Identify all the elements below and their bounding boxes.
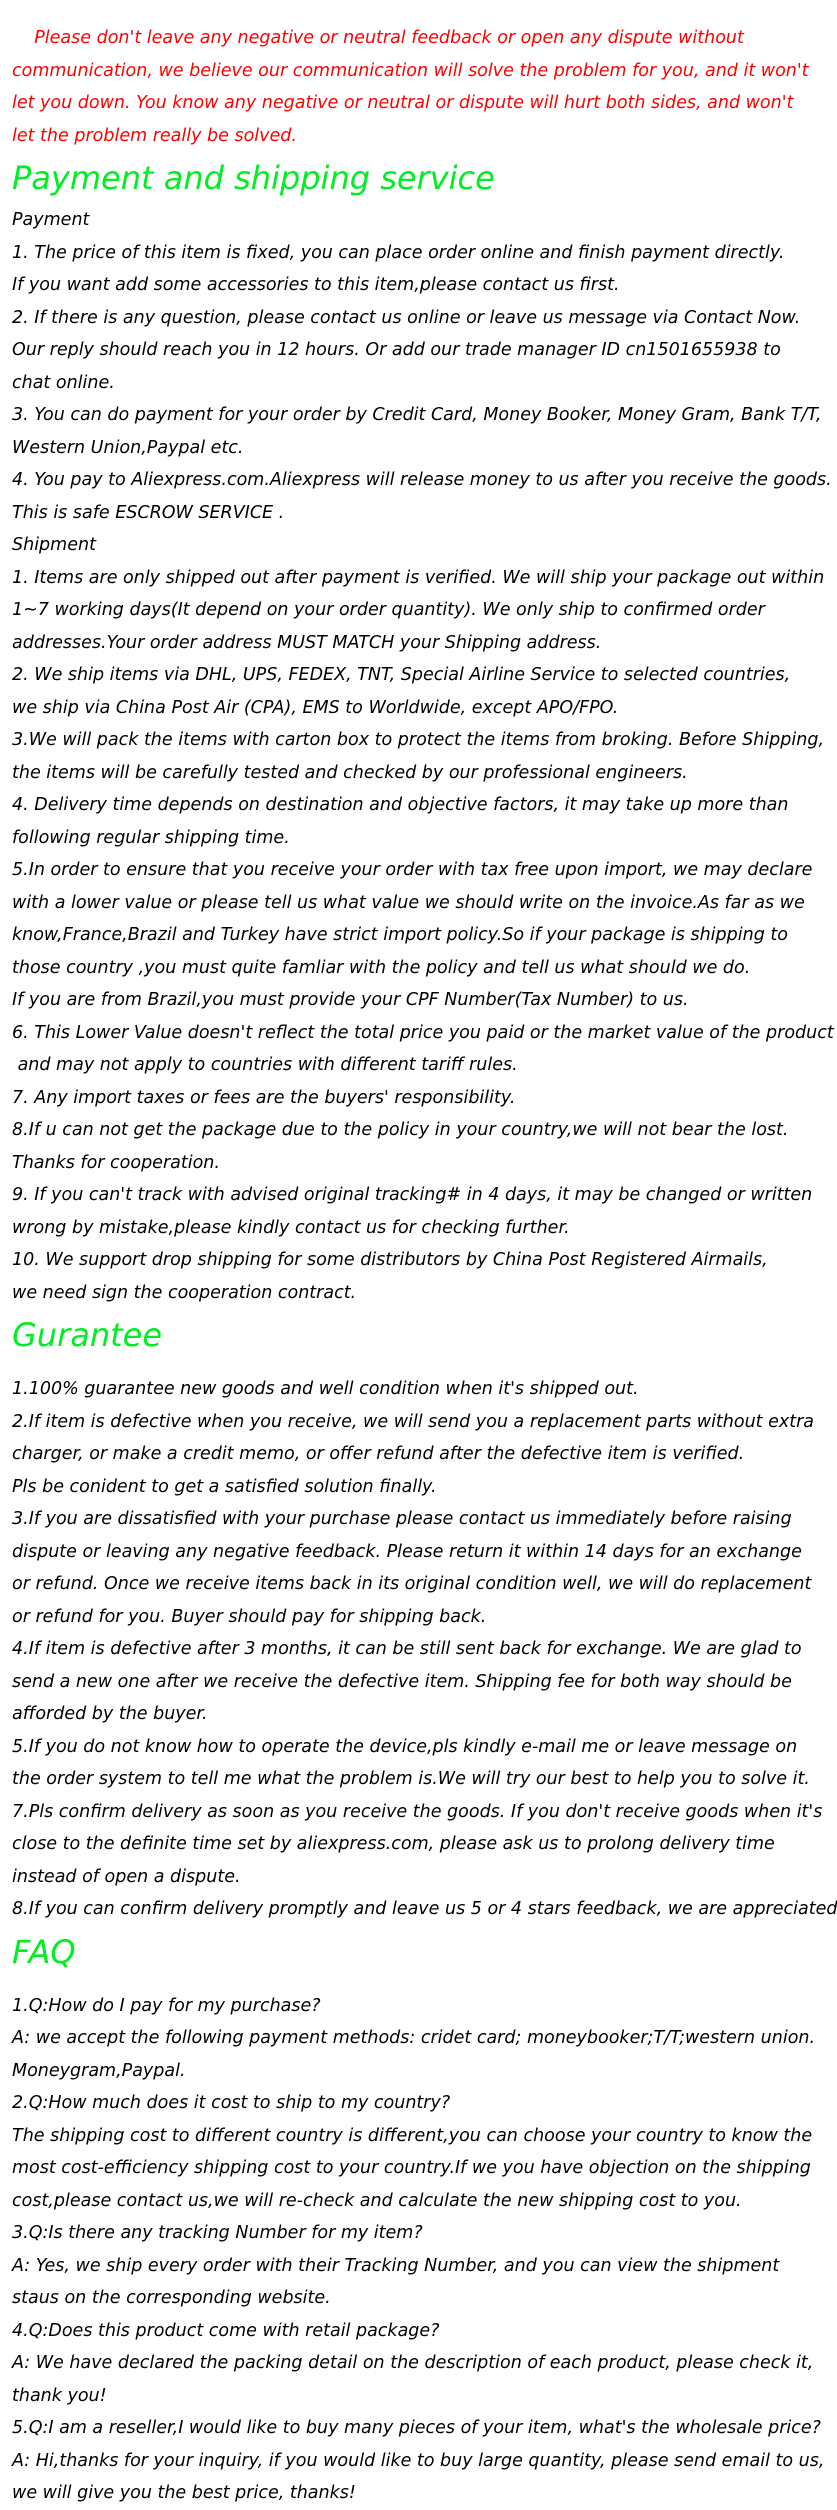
body-line: with a lower value or please tell us what value we should write on the invoice.As far as we	[12, 892, 805, 913]
body-line: 8.If u can not get the package due to the policy in your country,we will not bear the lost.	[12, 1120, 789, 1140]
notice-line: communication, we believe our communication will solve the problem for you, and it won't	[12, 60, 809, 81]
body-line: 4.Q:Does this product come with retail package?	[12, 2320, 440, 2341]
section-heading: Payment and shipping service	[12, 159, 495, 197]
body-line: thank you!	[12, 2385, 107, 2406]
body-line: the order system to tell me what the problem is.We will try our best to help you to solve it.	[12, 1769, 810, 1789]
body-line: 1.Q:How do I pay for my purchase?	[12, 1995, 321, 2016]
section-payment-and-shipping-service	[12, 152, 834, 1309]
body-line: Payment	[12, 210, 90, 230]
body-line: we need sign the cooperation contract.	[12, 1282, 357, 1303]
body-line: instead of open a dispute.	[12, 1866, 241, 1887]
body-line: 3.Q:Is there any tracking Number for my item?	[12, 2223, 423, 2243]
body-line: or refund for you. Buyer should pay for shipping back.	[12, 1606, 487, 1627]
body-line: A: We have declared the packing detail on the description of each product, please check it,	[12, 2353, 814, 2373]
body-line: most cost-efficiency shipping cost to your country.If we you have objection on the shipping	[12, 2158, 811, 2178]
body-line: Our reply should reach you in 12 hours. Or add our trade manager ID cn1501655938 to	[12, 340, 781, 360]
body-line: wrong by mistake,please kindly contact us for checking further.	[12, 1217, 570, 1238]
body-line: cost,please contact us,we will re-check and calculate the new shipping cost to you.	[12, 2190, 742, 2211]
body-line: dispute or leaving any negative feedback. Please return it within 14 days for an exchange	[12, 1541, 802, 1562]
body-line: This is safe ESCROW SERVICE .	[12, 502, 285, 523]
notice-line: let the problem really be solved.	[12, 125, 297, 146]
body-line: those country ,you must quite famliar with the policy and tell us what should we do.	[12, 957, 751, 978]
body-line: close to the definite time set by aliexpress.com, please ask us to prolong delivery time	[12, 1834, 775, 1854]
section-heading: FAQ	[12, 1932, 76, 1971]
body-line: Thanks for cooperation.	[12, 1152, 220, 1173]
body-line: 3.We will pack the items with carton box to protect the items from broking. Before Shipping,	[12, 730, 825, 750]
body-line: following regular shipping time.	[12, 827, 290, 848]
body-line: 5.In order to ensure that you receive your order with tax free upon import, we may declare	[12, 860, 813, 880]
body-line: afforded by the buyer.	[12, 1704, 208, 1724]
body-line: 7.Pls confirm delivery as soon as you receive the goods. If you don't receive goods when it's	[12, 1801, 823, 1822]
body-line: Moneygram,Paypal.	[12, 2060, 186, 2081]
feedback-notice	[12, 22, 809, 152]
section-gurantee	[12, 1309, 837, 1926]
notice-line: Please don't leave any negative or neutral feedback or open any dispute without	[12, 28, 744, 48]
body-line: 6. This Lower Value doesn't reflect the total price you paid or the market value of the product	[12, 1022, 834, 1043]
body-line: 1~7 working days(It depend on your order quantity). We only ship to confirmed order	[12, 600, 765, 620]
body-line: If you are from Brazil,you must provide your CPF Number(Tax Number) to us.	[12, 990, 689, 1010]
notice-line: let you down. You know any negative or neutral or dispute will hurt both sides, and won't	[12, 93, 794, 113]
body-line: 2. If there is any question, please contact us online or leave us message via Contact Now.	[12, 307, 801, 328]
body-line: 4. Delivery time depends on destination and objective factors, it may take up more than	[12, 795, 789, 815]
body-line: 3. You can do payment for your order by Credit Card, Money Booker, Money Gram, Bank T/T,	[12, 405, 822, 425]
body-line: 1. The price of this item is fixed, you can place order online and finish payment directly.	[12, 242, 785, 263]
body-line: 2.Q:How much does it cost to ship to my country?	[12, 2093, 451, 2113]
body-line: 9. If you can't track with advised original tracking# in 4 days, it may be changed or written	[12, 1185, 813, 1205]
body-line: 2.If item is defective when you receive, we will send you a replacement parts without extra	[12, 1411, 815, 1432]
body-line: 8.If you can confirm delivery promptly and leave us 5 or 4 stars feedback, we are appreciated	[12, 1899, 837, 1919]
section-faq	[12, 1926, 825, 2510]
body-line: we will give you the best price, thanks!	[12, 2483, 356, 2503]
policy-sections	[12, 152, 837, 2510]
body-line: send a new one after we receive the defective item. Shipping fee for both way should be	[12, 1671, 792, 1692]
body-line: addresses.Your order address MUST MATCH your Shipping address.	[12, 632, 602, 653]
body-line: and may not apply to countries with different tariff rules.	[12, 1055, 518, 1075]
spacer	[12, 1361, 750, 1373]
body-line: chat online.	[12, 372, 115, 393]
body-line: staus on the corresponding website.	[12, 2288, 331, 2308]
body-line: we ship via China Post Air (CPA), EMS to Worldwide, except APO/FPO.	[12, 697, 619, 718]
body-line: 2. We ship items via DHL, UPS, FEDEX, TNT, Special Airline Service to selected countries,	[12, 665, 791, 685]
body-line: 4. You pay to Aliexpress.com.Aliexpress will release money to us after you receive the goods.	[12, 470, 832, 490]
body-line: Western Union,Paypal etc.	[12, 437, 244, 458]
body-line: 10. We support drop shipping for some distributors by China Post Registered Airmails,	[12, 1250, 768, 1270]
body-line: 1. Items are only shipped out after payment is verified. We will ship your package out within	[12, 567, 825, 588]
body-line: Shipment	[12, 535, 96, 555]
body-line: 3.If you are dissatisfied with your purchase please contact us immediately before raising	[12, 1509, 792, 1529]
body-line: Pls be conident to get a satisfied solution finally.	[12, 1476, 437, 1497]
body-line: The shipping cost to different country is different,you can choose your country to know the	[12, 2125, 813, 2146]
body-line: or refund. Once we receive items back in its original condition well, we will do replacement	[12, 1574, 812, 1594]
body-line: charger, or make a credit memo, or offer refund after the defective item is verified.	[12, 1444, 745, 1464]
body-line: 5.If you do not know how to operate the device,pls kindly e-mail me or leave message on	[12, 1736, 798, 1757]
body-line: A: we accept the following payment methods: cridet card; moneybooker;T/T;western union.	[12, 2028, 816, 2048]
body-line: the items will be carefully tested and checked by our professional engineers.	[12, 762, 688, 783]
body-line: 1.100% guarantee new goods and well condition when it's shipped out.	[12, 1379, 639, 1399]
section-heading: Gurantee	[12, 1316, 163, 1354]
body-line: 4.If item is defective after 3 months, it can be still sent back for exchange. We are glad to	[12, 1639, 802, 1659]
body-line: know,France,Brazil and Turkey have strict import policy.So if your package is shipping to	[12, 925, 788, 945]
spacer	[12, 1978, 750, 1990]
body-line: 7. Any import taxes or fees are the buyers' responsibility.	[12, 1087, 516, 1108]
body-line: A: Yes, we ship every order with their Tracking Number, and you can view the shipment	[12, 2255, 780, 2276]
body-line: If you want add some accessories to this item,please contact us first.	[12, 275, 620, 295]
body-line: 5.Q:I am a reseller,I would like to buy many pieces of your item, what's the wholesale price?	[12, 2418, 821, 2438]
body-line: A: Hi,thanks for your inquiry, if you would like to buy large quantity, please send email to us,	[12, 2450, 825, 2471]
